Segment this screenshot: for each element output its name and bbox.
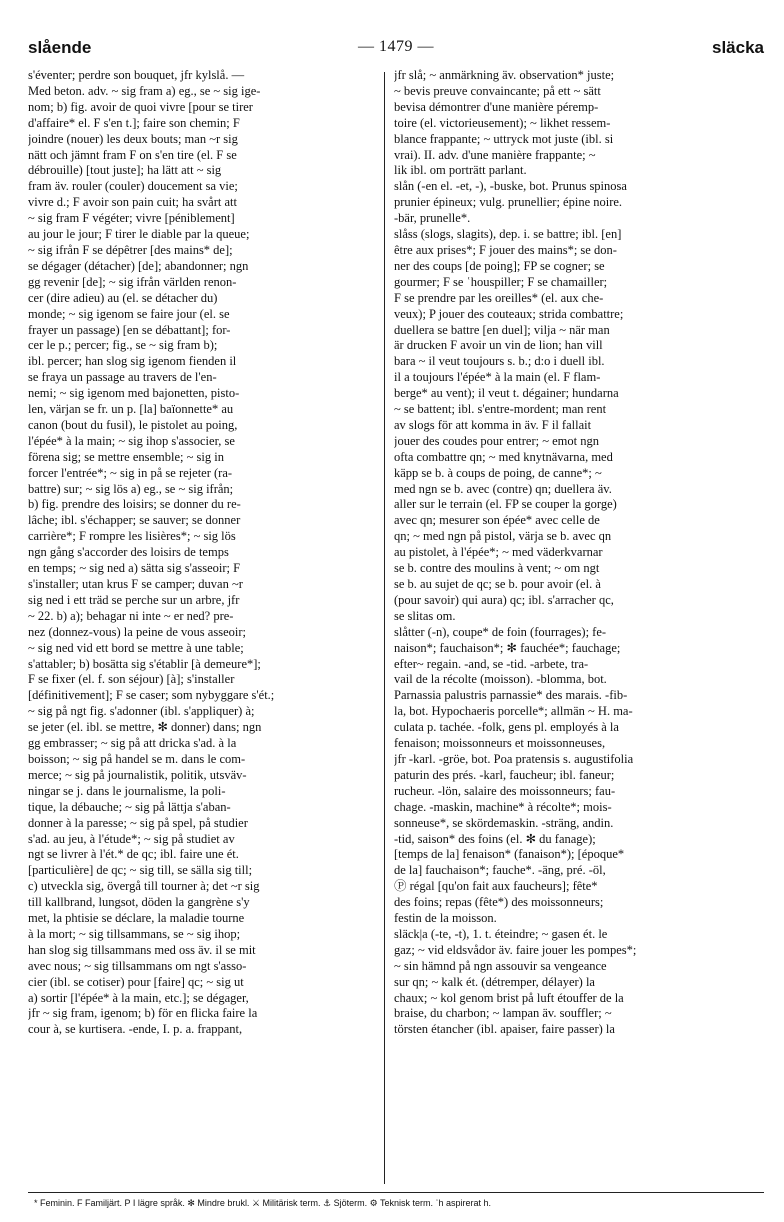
text-line: vrai). II. adv. d'une manière frappante; ~: [394, 147, 596, 162]
text-line: är drucken F avoir un vin de lion; han vill: [394, 338, 603, 353]
text-line: gourmer; F se ʿhouspiller; F se chamailler;: [394, 274, 608, 289]
text-line: se jeter (el. ibl. se mettre, ✻ donner) dans; ngn: [28, 720, 262, 735]
text-line: käpp se b. à coups de poing, de canne*; ~: [394, 465, 602, 480]
abbreviation-footnote: * Feminin. F Familjärt. P I lägre språk. ✻ Mindre brukl. ⚔ Militärisk term. ⚓ Sjöterm. ⚙ Teknisk term. ʿh aspirerat h.: [34, 1198, 492, 1208]
text-line: se dégager (détacher) [de]; abandonner; ngn: [28, 258, 249, 273]
text-line: gg embrasser; ~ sig på att dricka s'ad. à la: [28, 736, 237, 751]
text-line: de la] fauchaison*; fauche*. -äng, pré. -öl,: [394, 863, 606, 878]
text-line: à la mort; ~ sig tillsammans, se ~ sig ihop;: [28, 926, 241, 941]
text-line: paturin des prés. -karl, faucheur; ibl. faneur;: [394, 767, 615, 782]
footer-rule: [28, 1192, 764, 1193]
text-line: l'épée* à la main; ~ sig ihop s'associer, se: [28, 433, 235, 448]
text-line: slån (-en el. -et, -), -buske, bot. Prunus spinosa: [394, 179, 627, 194]
text-line: s'éventer; perdre son bouquet, jfr kylslå. —: [28, 68, 245, 82]
text-line: carrière*; F rompre les lisières*; ~ sig lös: [28, 529, 236, 544]
text-line: len, värjan se fr. un p. [la] baïonnette* au: [28, 402, 234, 417]
text-line: ningar se j. dans le journalisme, la poli-: [28, 783, 226, 798]
text-line: b) fig. prendre des loisirs; se donner du re-: [28, 497, 241, 512]
text-line: monde; ~ sig igenom se faire jour (el. se: [28, 306, 230, 321]
text-line: d'affaire* el. F s'en t.]; faire son chemin; F: [28, 115, 240, 130]
text-line: s'ad. au jeu, à l'étude*; ~ sig på studiet av: [28, 831, 235, 846]
text-line: naison*; fauchaison*; ✻ fauchée*; fauchage;: [394, 640, 621, 655]
left-column: [28, 68, 368, 1038]
text-line: vail de la récolte (moisson). -blomma, bot.: [394, 672, 607, 687]
text-line: F se prendre par les oreilles* (el. aux che-: [394, 290, 604, 305]
text-line: efter~ regain. -and, se -tid. -arbete, tra-: [394, 656, 589, 671]
text-line: c) utveckla sig, övergå till tourner à; det ~r sig: [28, 879, 260, 894]
text-line: rucheur. -lön, salaire des moissonneurs; fau-: [394, 783, 616, 798]
page-header: [28, 38, 764, 64]
right-column: [394, 68, 750, 1038]
text-line: gg revenir [de]; ~ sig ifrån världen renon-: [28, 274, 237, 289]
text-line: canon (bout du fusil), le pistolet au poing,: [28, 417, 238, 432]
text-line: nom; b) fig. avoir de quoi vivre [pour se tirer: [28, 99, 253, 114]
text-line: med ngn se b. avec (contre) qn; duellera äv.: [394, 481, 612, 496]
text-line: ~ bevis preuve convaincante; på ett ~ sätt: [394, 83, 601, 98]
text-line: duellera se battre [en duel]; vilja ~ när man: [394, 322, 610, 337]
text-line: Med beton. adv. ~ sig fram a) eg., se ~ sig ige-: [28, 83, 261, 98]
text-line: slåtter (-n), coupe* de foin (fourrages); fe-: [394, 624, 607, 639]
text-line: [temps de la] fenaison* (fanaison*); [époque*: [394, 847, 625, 862]
text-line: [définitivement]; F se caser; som nybyggare s'ét.;: [28, 688, 275, 703]
text-line: fenaison; moissonneurs et moissonneuses,: [394, 736, 606, 751]
text-line: chaux; ~ kol genom brist på luft étouffer de la: [394, 990, 624, 1005]
text-line: veux); P jouer des couteaux; strida combattre;: [394, 306, 624, 321]
text-line: se b. au sujet de qc; se b. pour avoir (el. à: [394, 577, 601, 591]
text-line: ~ sig ifrån F se dépêtrer [des mains* de];: [28, 242, 233, 257]
text-line: sonneuse*, se skördemaskin. -sträng, andin.: [394, 815, 614, 830]
text-line: merce; ~ sig på journalistik, politik, utsväv-: [28, 767, 247, 782]
text-line: festin de la moisson.: [394, 911, 497, 926]
text-line: aller sur le terrain (el. FP se couper la gorge): [394, 497, 617, 512]
text-line: fram äv. rouler (couler) doucement sa vie;: [28, 179, 238, 194]
text-line: nätt och jämnt fram F on s'en tire (el. F se: [28, 147, 237, 162]
text-line: Parnassia palustris parnassie* des marais. -fib-: [394, 688, 628, 703]
text-line: jfr slå; ~ anmärkning äv. observation* juste;: [394, 68, 615, 82]
text-line: s'attabler; b) bosätta sig s'établir [à demeure*];: [28, 656, 261, 671]
text-line: han slog sig tillsammans med oss äv. il se mit: [28, 942, 256, 957]
text-line: sur qn; ~ kalk ét. (détremper, délayer) la: [394, 974, 595, 989]
text-line: avec nous; ~ sig tillsammans om ngt s'asso-: [28, 958, 247, 973]
text-line: en temps; ~ sig ned a) sätta sig s'asseoir; F: [28, 561, 241, 576]
text-line: jfr ~ sig fram, igenom; b) för en flicka faire la: [28, 1006, 258, 1021]
text-line: donner à la paresse; ~ sig på spel, på studier: [28, 815, 248, 830]
text-line: il a toujours l'épée* à la main (el. F flam-: [394, 370, 601, 385]
column-divider: [384, 72, 385, 1184]
text-line: forcer l'entrée*; ~ sig in på se rejeter (ra-: [28, 465, 233, 480]
text-line: ~ se battent; ibl. s'entre-mordent; man rent: [394, 402, 607, 417]
text-line: être aux prises*; F jouer des mains*; se don-: [394, 242, 617, 257]
text-line: au pistolet, à l'épée*; ~ med väderkvarnar: [394, 545, 603, 560]
text-line: förena sig; se mettre ensemble; ~ sig in: [28, 449, 224, 464]
text-line: la, bot. Hypochaeris porcelle*; allmän ~ H. ma-: [394, 704, 633, 719]
text-line: Ⓟ régal [qu'on fait aux faucheurs]; fête*: [394, 879, 598, 894]
page-number: — 1479 —: [358, 38, 434, 55]
text-line: nemi; ~ sig igenom med bajonetten, pisto-: [28, 386, 240, 401]
text-line: se fraya un passage au travers de l'en-: [28, 370, 217, 385]
text-line: törsten étancher (ibl. apaiser, faire passer) la: [394, 1022, 615, 1037]
text-line: ~ sig fram F végéter; vivre [péniblement]: [28, 211, 235, 226]
text-line: lik ibl. om porträtt parlant.: [394, 163, 527, 178]
text-line: braise, du charbon; ~ lampan äv. souffler; ~: [394, 1006, 612, 1021]
left-running-headword: slående: [28, 38, 92, 57]
text-line: till kallbrand, lungsot, döden la gangrène s'y: [28, 895, 250, 910]
text-line: lâche; ibl. s'échapper; se sauver; se donner: [28, 513, 241, 528]
text-line: nez (donnez-vous) la peine de vous asseoir;: [28, 624, 246, 639]
text-line: joindre (nouer) les deux bouts; man ~r sig: [28, 131, 238, 146]
text-line: battre) sur; ~ sig lös a) eg., se ~ sig ifrån;: [28, 481, 234, 496]
text-line: s'installer; utan krus F se camper; duvan ~r: [28, 577, 243, 591]
right-running-headword: släcka: [712, 38, 764, 57]
text-line: ~ 22. b) a); behagar ni inte ~ er ned? pre-: [28, 608, 234, 623]
text-line: chage. -maskin, machine* à récolte*; mois-: [394, 799, 612, 814]
text-line: frayer un passage) [en se débattant]; for-: [28, 322, 231, 337]
text-line: culata p. tachée. -folk, gens pl. employés à la: [394, 720, 619, 735]
text-line: jouer des coudes pour entrer; ~ emot ngn: [394, 433, 599, 448]
text-line: gaz; ~ vid eldsvådor äv. faire jouer les pompes*;: [394, 942, 637, 957]
text-line: blance frappante; ~ uttryck mot juste (ibl. si: [394, 131, 614, 146]
text-line: (pour savoir) qui aura) qc; ibl. s'arracher qc,: [394, 592, 614, 607]
text-line: qn; ~ med ngn på pistol, värja se b. avec qn: [394, 529, 612, 544]
text-line: se slitas om.: [394, 608, 456, 623]
text-line: cier (ibl. se cotiser) pour [faire] qc; ~ sig ut: [28, 974, 244, 989]
text-line: jfr -karl. -gröe, bot. Poa pratensis s. augustifolia: [394, 751, 634, 766]
text-line: vivre d.; F avoir son pain cuit; ha svårt att: [28, 195, 237, 210]
text-line: av slogs för att komma in äv. F il fallait: [394, 417, 592, 432]
text-line: boisson; ~ sig på handel se m. dans le com-: [28, 751, 246, 766]
text-line: ~ sin hämnd på ngn assouvir sa vengeance: [394, 958, 607, 973]
text-line: cour à, se kurtisera. -ende, I. p. a. frappant,: [28, 1022, 243, 1037]
text-line: toire (el. victorieusement); ~ likhet ressem-: [394, 115, 611, 130]
text-line: prunier épineux; vulg. prunellier; épine noire.: [394, 195, 623, 210]
text-line: des foins; repas (fête*) des moissonneurs;: [394, 895, 604, 910]
text-line: au jour le jour; F tirer le diable par la queue;: [28, 227, 250, 242]
text-line: ibl. percer; han slog sig igenom fienden il: [28, 354, 237, 369]
text-line: ~ sig ned vid ett bord se mettre à une table;: [28, 640, 244, 655]
text-line: ~ sig på ngt fig. s'adonner (ibl. s'appliquer) à;: [28, 704, 255, 719]
text-line: -tid, saison* des foins (el. ✻ du fanage);: [394, 831, 596, 846]
text-line: met, la phtisie se déclare, la maladie tourne: [28, 911, 245, 926]
text-line: släck|a (-te, -t), 1. t. éteindre; ~ gasen ét. le: [394, 926, 608, 941]
text-line: slåss (slogs, slagits), dep. i. se battre; ibl. [en]: [394, 227, 622, 242]
text-line: bara ~ il veut toujours s. b.; d:o i duell ibl.: [394, 354, 605, 369]
text-line: ofta combattre qn; ~ med knytnävarna, med: [394, 449, 613, 464]
text-line: tique, la débauche; ~ sig på lättja s'aban-: [28, 799, 231, 814]
text-line: cer (dire adieu) au (el. se détacher du): [28, 290, 218, 305]
text-line: -bär, prunelle*.: [394, 211, 471, 226]
text-line: ner des coups [de poing]; FP se cogner; se: [394, 258, 605, 273]
text-line: ngt se livrer à l'ét.* de qc; ibl. faire une ét.: [28, 847, 239, 862]
text-line: a) sortir [l'épée* à la main, etc.]; se dégager,: [28, 990, 249, 1005]
text-line: bevisa démontrer d'une manière péremp-: [394, 99, 599, 114]
text-line: [particulière] de qc; ~ sig till, se sälla sig till;: [28, 863, 253, 878]
text-line: berge* au vent); il veut t. dégainer; hundarna: [394, 386, 619, 401]
text-line: cer le p.; percer; fig., se ~ sig fram b);: [28, 338, 218, 353]
text-line: sig ned i ett träd se perche sur un arbre, jfr: [28, 592, 240, 607]
text-line: débrouille) [tout juste]; ha lätt att ~ sig: [28, 163, 222, 178]
text-line: avec qn; mesurer son épée* avec celle de: [394, 513, 600, 528]
text-line: F se fixer (el. f. son séjour) [à]; s'installer: [28, 672, 235, 687]
text-line: ngn gång s'accorder des loisirs de temps: [28, 545, 229, 560]
text-line: se b. contre des moulins à vent; ~ om ngt: [394, 561, 600, 576]
